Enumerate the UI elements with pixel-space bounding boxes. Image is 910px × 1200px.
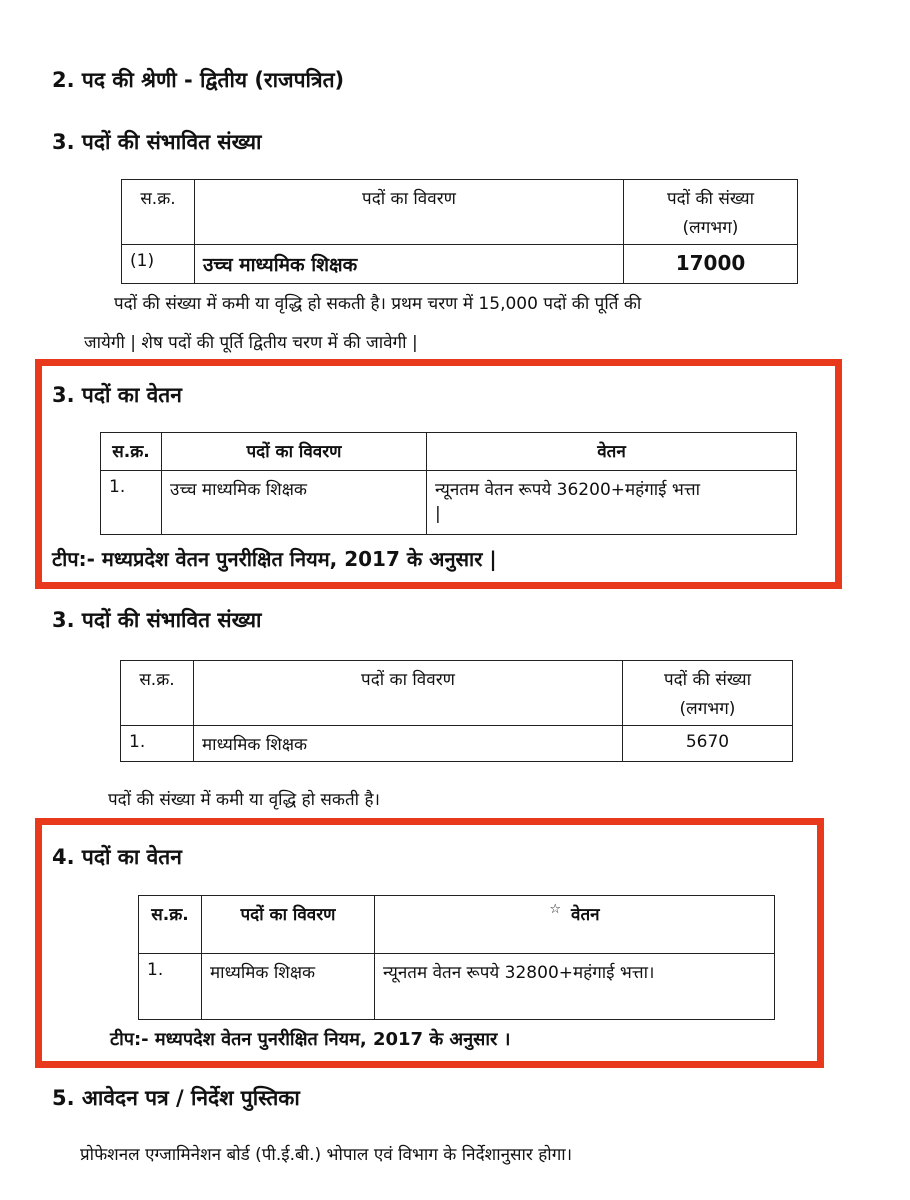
table-row	[101, 471, 797, 535]
col-sno: स.क्र.	[121, 661, 194, 726]
table-row	[121, 726, 793, 762]
count-note-line-2: जायेगी | शेष पदों की पूर्ति द्वितीय चरण में की जावेगी |	[84, 333, 418, 353]
col-desc: पदों का विवरण	[162, 433, 427, 471]
row-count: 17000	[624, 245, 798, 284]
row-salary	[427, 471, 797, 535]
col-count	[624, 180, 798, 245]
row-salary: न्यूनतम वेतन रूपये 32800+महंगाई भत्ता।	[375, 954, 775, 1020]
col-salary-label: वेतन	[571, 905, 600, 925]
col-desc: पदों का विवरण	[195, 180, 624, 245]
row-count: 5670	[623, 726, 793, 762]
row-salary-line-1: न्यूनतम वेतन रूपये 36200+महंगाई भत्ता	[435, 480, 701, 500]
post-count-table-1	[121, 179, 798, 284]
col-count-sub: (लगभग)	[682, 218, 739, 238]
row-desc: उच्च माध्यमिक शिक्षक	[162, 471, 427, 535]
col-sno: स.क्र.	[139, 896, 202, 954]
salary-tip-2: टीप:- मध्यपदेश वेतन पुनरीक्षित नियम, 2017 के अनुसार ।	[110, 1029, 511, 1050]
col-count-sub: (लगभग)	[679, 699, 736, 719]
post-category-heading: 2. पद की श्रेणी - द्वितीय (राजपत्रित)	[52, 68, 345, 92]
row-sno: 1.	[101, 471, 162, 535]
row-desc: उच्च माध्यमिक शिक्षक	[195, 245, 624, 284]
row-sno: (1)	[122, 245, 195, 284]
salary-table-2	[138, 895, 775, 1020]
table-row	[139, 954, 775, 1020]
salary-table-1	[100, 432, 797, 535]
row-desc: माध्यमिक शिक्षक	[194, 726, 623, 762]
post-count-heading-1: 3. पदों की संभावित संख्या	[52, 130, 262, 154]
col-salary	[375, 896, 775, 954]
post-count-table-2	[120, 660, 793, 762]
col-desc: पदों का विवरण	[194, 661, 623, 726]
row-salary-line-2: |	[435, 504, 441, 524]
salary-heading-2: 4. पदों का वेतन	[52, 845, 182, 869]
table-row	[122, 245, 798, 284]
col-sno: स.क्र.	[101, 433, 162, 471]
salary-heading-1: 3. पदों का वेतन	[52, 383, 182, 407]
count-note-line-1: पदों की संख्या में कमी या वृद्धि हो सकती है। प्रथम चरण में 15,000 पदों की पूर्ति की	[114, 294, 642, 314]
col-count-label: पदों की संख्या	[666, 189, 755, 209]
post-count-heading-2: 3. पदों की संभावित संख्या	[52, 608, 262, 632]
row-sno: 1.	[121, 726, 194, 762]
star-icon: ☆	[549, 902, 562, 917]
count-note-2: पदों की संख्या में कमी या वृद्धि हो सकती है।	[108, 790, 380, 810]
application-heading: 5. आवेदन पत्र / निर्देश पुस्तिका	[52, 1086, 300, 1110]
col-count-label: पदों की संख्या	[663, 670, 752, 690]
row-desc: माध्यमिक शिक्षक	[202, 954, 375, 1020]
salary-tip-1: टीप:- मध्यप्रदेश वेतन पुनरीक्षित नियम, 2017 के अनुसार |	[52, 547, 497, 571]
row-sno: 1.	[139, 954, 202, 1020]
application-text: प्रोफेशनल एग्जामिनेशन बोर्ड (पी.ई.बी.) भोपाल एवं विभाग के निर्देशानुसार होगा।	[80, 1145, 573, 1165]
col-salary: वेतन	[427, 433, 797, 471]
col-count	[623, 661, 793, 726]
col-sno: स.क्र.	[122, 180, 195, 245]
col-desc: पदों का विवरण	[202, 896, 375, 954]
